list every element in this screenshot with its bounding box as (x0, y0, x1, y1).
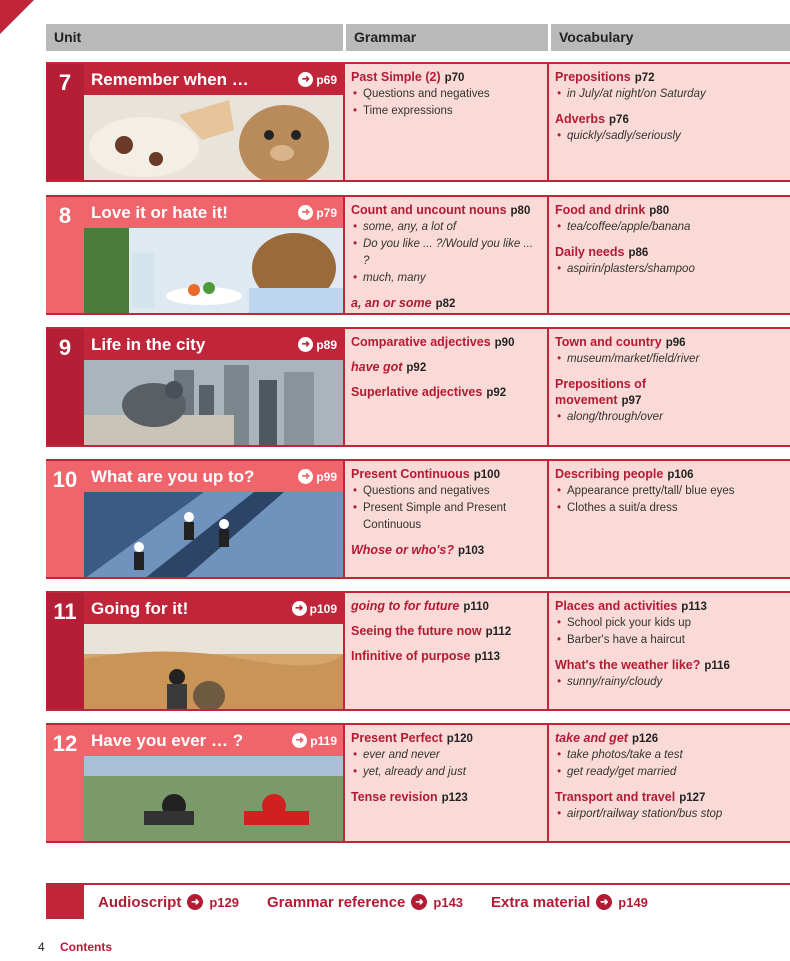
unit-title: Going for it! (91, 598, 189, 618)
list-item: • Clothes a suit/a dress (555, 500, 784, 517)
unit-photo-pigeon-city (84, 360, 343, 445)
table-header (46, 24, 790, 51)
list-item: • yet, already and just (351, 764, 541, 781)
list-item: • tea/coffee/apple/banana (555, 219, 784, 236)
grammar-cell: Present Continuous p100 • Questions and negatives • Present Simple and Present Continuous Whose or who's? p103 (343, 461, 547, 577)
arrow-icon: ➜ (298, 337, 313, 352)
unit-number: 11 (46, 593, 84, 709)
list-item: • School pick your kids up (555, 615, 784, 632)
unit-photo-toys (84, 95, 343, 180)
grammar-cell: Comparative adjectives p90 have got p92 Superlative adjectives p92 (343, 329, 547, 445)
extra-material-link[interactable]: Extra material ➜ p149 (491, 893, 648, 911)
unit-title-bar[interactable] (84, 329, 343, 360)
unit-title-bar[interactable] (84, 461, 343, 492)
arrow-icon: ➜ (292, 601, 307, 616)
vocabulary-cell (547, 64, 790, 180)
audioscript-link[interactable]: Audioscript ➜ p129 (98, 893, 239, 911)
list-item: • museum/market/field/river (555, 351, 784, 368)
unit-number: 10 (46, 461, 84, 577)
unit-number: 9 (46, 329, 84, 445)
unit-page-link[interactable]: ➜ p89 (298, 337, 337, 352)
unit-number: 8 (46, 197, 84, 313)
vocab-heading: Adverbs p76 (555, 112, 629, 126)
unit-number: 7 (46, 64, 84, 180)
list-item: • Questions and negatives (351, 86, 541, 103)
unit-number: 12 (46, 725, 84, 841)
unit-page-link[interactable]: ➜ p69 (298, 72, 337, 87)
grammar-cell: Present Perfect p120 • ever and never • yet, already and just Tense revision p123 (343, 725, 547, 841)
vocabulary-cell: Town and country p96 • museum/market/field/river Prepositions of movement p97 • along/through/over (547, 329, 790, 445)
list-item: • in July/at night/on Saturday (555, 86, 784, 103)
unit-page-link[interactable]: ➜ p79 (298, 205, 337, 220)
list-item: • some, any, a lot of (351, 219, 541, 236)
unit-row-8 (46, 195, 790, 315)
unit-page-link[interactable]: ➜ p119 (292, 733, 337, 748)
list-item: • quickly/sadly/seriously (555, 128, 784, 145)
arrow-icon: ➜ (298, 72, 313, 87)
header-vocabulary: Vocabulary (551, 24, 790, 51)
unit-row-10 (46, 459, 790, 579)
vocabulary-cell: take and get p126 • take photos/take a test • get ready/get married Transport and travel p127 • airport/railway station/bus stop (547, 725, 790, 841)
footer-links (46, 883, 790, 919)
list-item: • get ready/get married (555, 764, 784, 781)
unit-page-link[interactable]: ➜ p109 (292, 601, 337, 616)
arrow-icon: ➜ (292, 733, 307, 748)
unit-page-link[interactable]: ➜ p99 (298, 469, 337, 484)
list-item: • Questions and negatives (351, 483, 541, 500)
unit-row-9 (46, 327, 790, 447)
list-item: • aspirin/plasters/shampoo (555, 261, 784, 278)
corner-tab (0, 0, 34, 34)
unit-photo-desert (84, 624, 343, 709)
vocabulary-cell: Places and activities p113 • School pick your kids up • Barber's have a haircut What's the weather like? p116 • sunny/rainy/cloudy (547, 593, 790, 709)
vocab-heading: Prepositions p72 (555, 70, 655, 84)
list-item: • along/through/over (555, 409, 784, 426)
list-item: • sunny/rainy/cloudy (555, 674, 784, 691)
header-unit: Unit (46, 24, 343, 51)
unit-title-bar[interactable] (84, 197, 343, 228)
header-grammar: Grammar (346, 24, 548, 51)
arrow-icon: ➜ (187, 894, 203, 910)
unit-row-7 (46, 62, 790, 182)
unit-row-12 (46, 723, 790, 843)
unit-photo-child-food (84, 228, 343, 313)
arrow-icon: ➜ (298, 205, 313, 220)
unit-title-bar[interactable] (84, 593, 343, 624)
list-item: • airport/railway station/bus stop (555, 806, 784, 823)
list-item: • much, many (351, 270, 541, 287)
arrow-icon: ➜ (596, 894, 612, 910)
grammar-cell (343, 64, 547, 180)
section-label: Contents (60, 940, 112, 954)
list-item: • Appearance pretty/tall/ blue eyes (555, 483, 784, 500)
grammar-heading: Past Simple (2) p70 (351, 70, 465, 84)
list-item: • ever and never (351, 747, 541, 764)
unit-title: What are you up to? (91, 466, 255, 486)
unit-title-bar[interactable] (84, 64, 343, 95)
unit-photo-window-cleaners (84, 492, 343, 577)
vocabulary-cell: Describing people p106 • Appearance pretty/tall/ blue eyes • Clothes a suit/a dress (547, 461, 790, 577)
grammar-reference-link[interactable]: Grammar reference ➜ p143 (266, 893, 464, 911)
arrow-icon: ➜ (298, 469, 313, 484)
list-item: • Do you like ... ?/Would you like ... ? (351, 236, 541, 270)
list-item: • take photos/take a test (555, 747, 784, 764)
arrow-icon: ➜ (411, 894, 427, 910)
unit-title-bar[interactable] (84, 725, 343, 756)
unit-title: Have you ever … ? (91, 730, 244, 750)
unit-title: Remember when … (91, 69, 249, 89)
list-item: • Time expressions (351, 103, 541, 120)
footer-block (46, 885, 84, 919)
list-item: • Barber's have a haircut (555, 632, 784, 649)
unit-title: Love it or hate it! (91, 202, 228, 222)
unit-photo-skydivers (84, 756, 343, 841)
page-number: 4 (38, 940, 45, 954)
grammar-cell: going to for future p110 Seeing the future now p112 Infinitive of purpose p113 (343, 593, 547, 709)
grammar-cell: Count and uncount nouns p80 • some, any, a lot of • Do you like ... ?/Would you like ... ? • much, many a, an or some p82 (343, 197, 547, 313)
vocabulary-cell: Food and drink p80 • tea/coffee/apple/banana Daily needs p86 • aspirin/plasters/shampoo (547, 197, 790, 313)
unit-title: Life in the city (91, 334, 206, 354)
list-item: • Present Simple and Present Continuous (351, 500, 541, 534)
unit-row-11 (46, 591, 790, 711)
